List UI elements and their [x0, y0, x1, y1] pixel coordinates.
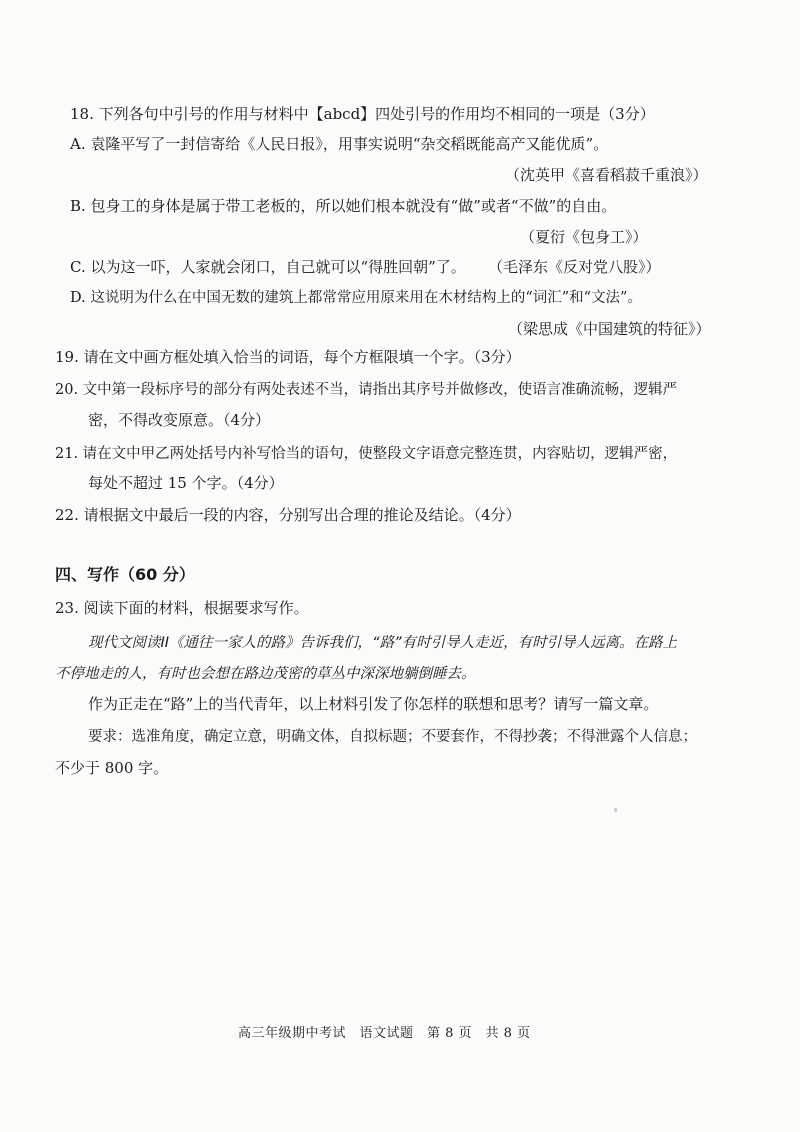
material-line-1: 现代文阅读II《通往一家人的路》告诉我们，“路”有时引导人走近，有时引导人远离。在路上	[88, 635, 678, 651]
material-line-2: 不停地走的人，有时也会想在路边茂密的草丛中深深地躺倒睡去。	[55, 666, 476, 682]
requirements-line-2: 不少于 800 字。	[55, 759, 169, 777]
question-22: 22. 请根据文中最后一段的内容，分别写出合理的推论及结论。（4分）	[55, 506, 521, 524]
scan-speck	[614, 808, 617, 812]
question-21-line-2: 每处不超过 15 个字。（4分）	[88, 474, 284, 492]
question-23: 23. 阅读下面的材料，根据要求写作。	[55, 599, 309, 617]
question-18-option-b: B. 包身工的身体是属于带工老板的，所以她们根本就没有“做”或者“不做”的自由。	[70, 197, 617, 215]
question-20-line-2: 密，不得改变原意。（4分）	[88, 411, 271, 429]
question-18-option-c: C. 以为这一吓，人家就会闭口，自己就可以“得胜回朝”了。	[70, 258, 466, 276]
question-20-line-1: 20. 文中第一段标序号的部分有两处表述不当，请指出其序号并做修改，使语言准确流畅，逻辑严	[55, 382, 678, 398]
question-18-option-b-source: （夏衍《包身工》）	[520, 228, 648, 246]
question-18-stem: 18. 下列各句中引号的作用与材料中【abcd】四处引号的作用均不相同的一项是（3分）	[70, 105, 655, 123]
question-18-option-a-source: （沈英甲《喜看稻菽千重浪》）	[505, 166, 708, 184]
requirements-line-1: 要求：选准角度，确定立意，明确文体，自拟标题；不要套作，不得抄袭；不得泄露个人信息；	[88, 729, 697, 745]
question-18-option-a: A. 袁隆平写了一封信寄给《人民日报》，用事实说明“杂交稻既能高产又能优质”。	[70, 135, 609, 153]
page-footer: 高三年级期中考试 语文试题 第 8 页 共 8 页	[238, 1026, 531, 1041]
question-19: 19. 请在文中画方框处填入恰当的词语，每个方框限填一个字。（3分）	[55, 348, 521, 366]
question-18-option-c-source: （毛泽东《反对党八股》）	[488, 258, 661, 276]
writing-prompt: 作为正走在“路”上的当代青年，以上材料引发了你怎样的联想和思考？请写一篇文章。	[88, 695, 659, 713]
section-4-heading: 四、写作（60 分）	[55, 565, 195, 584]
question-18-option-d: D. 这说明为什么在中国无数的建筑上都常常应用原来用在木材结构上的“词汇”和“文法”。	[70, 290, 642, 306]
question-18-option-d-source: （梁思成《中国建筑的特征》）	[508, 320, 711, 338]
question-21-line-1: 21. 请在文中甲乙两处括号内补写恰当的语句，使整段文字语意完整连贯，内容贴切，逻辑严密，	[55, 446, 678, 462]
